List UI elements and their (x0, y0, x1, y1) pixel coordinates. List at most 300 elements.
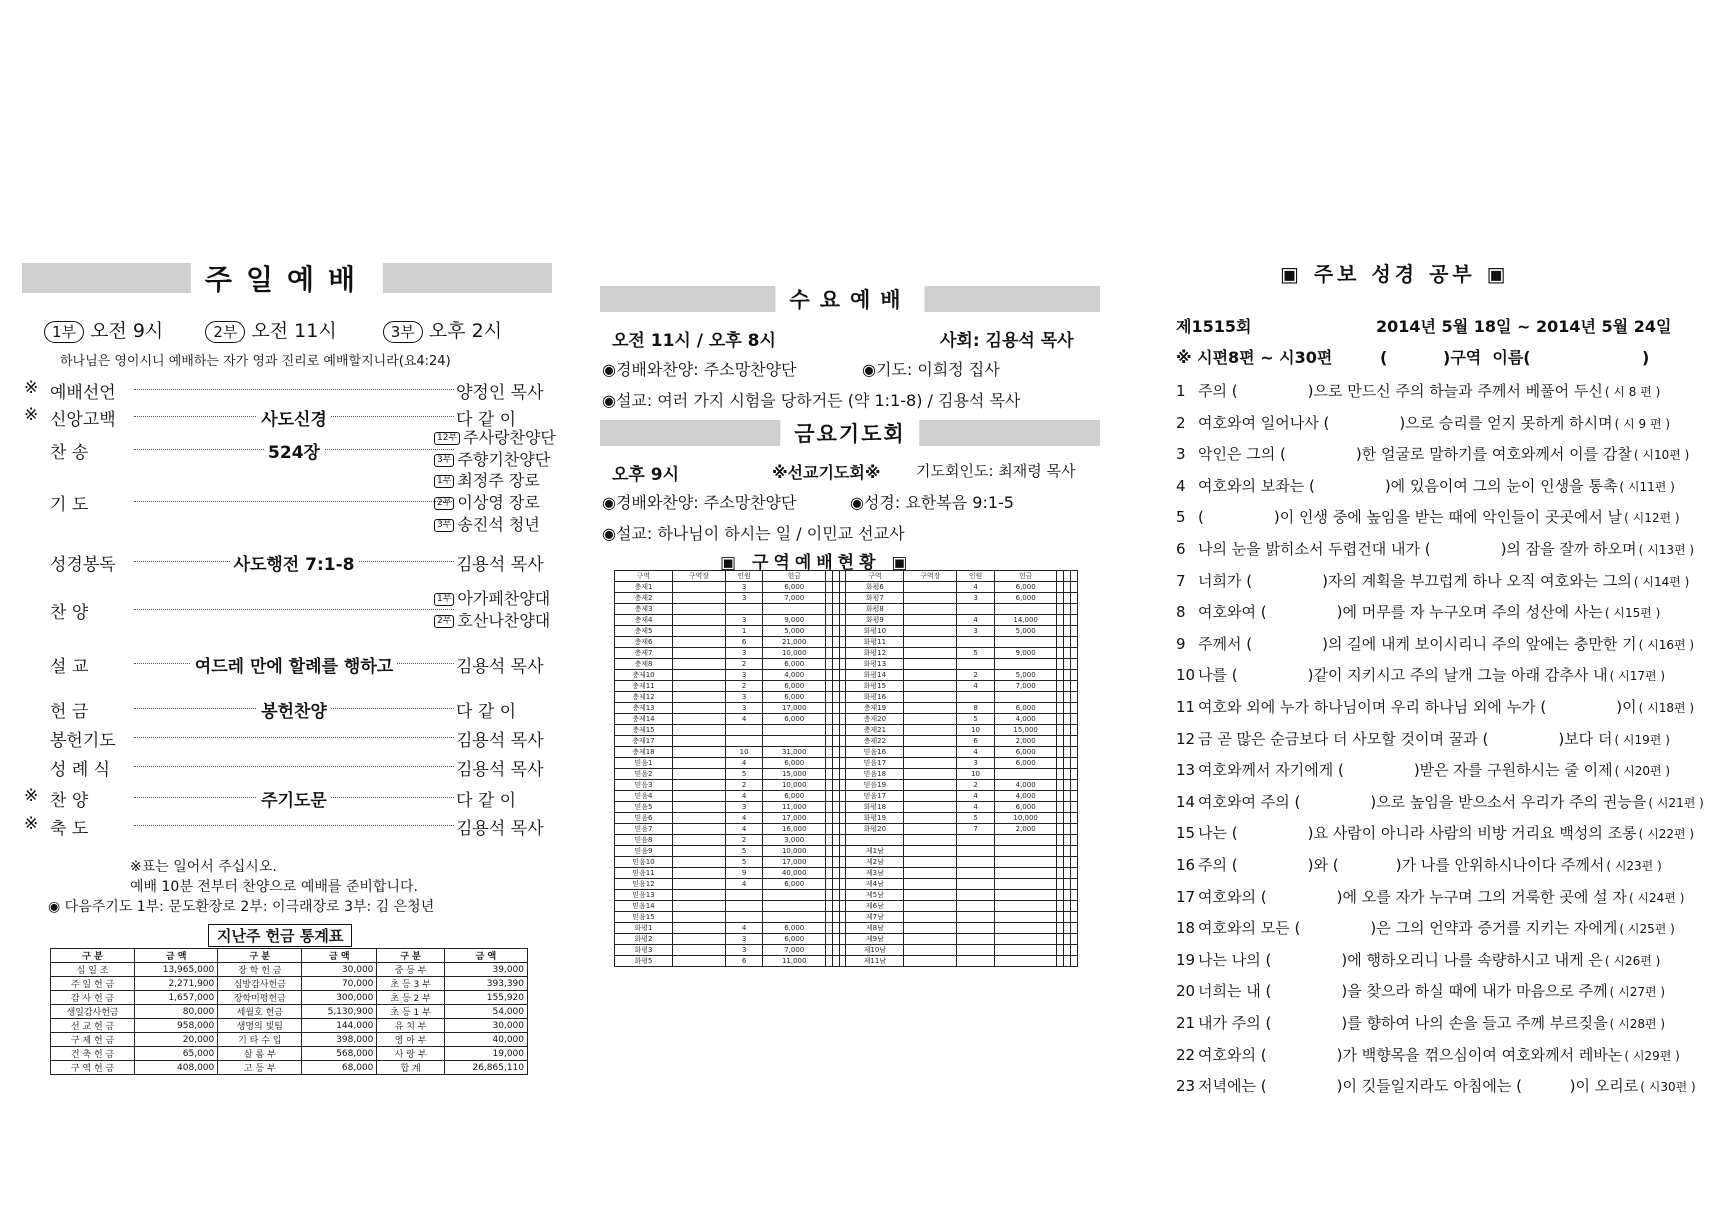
part-tag: 3부 (434, 454, 454, 467)
question-text-before: 저녁에는 ( (1198, 1077, 1267, 1096)
question-number: 6 (1176, 540, 1186, 558)
table-cell: 6,000 (763, 879, 826, 890)
table-cell (904, 725, 957, 736)
table-cell (672, 604, 725, 615)
table-cell (825, 659, 832, 670)
table-row (615, 681, 1078, 692)
question-number: 10 (1176, 666, 1196, 685)
table-cell: 제5남 (846, 890, 904, 901)
table-cell: 화평20 (846, 824, 904, 835)
order-label: 성 례 식 (50, 760, 111, 780)
table-cell (1071, 725, 1078, 736)
table-cell (1057, 923, 1064, 934)
table-cell (672, 901, 725, 912)
table-cell (832, 835, 839, 846)
table-cell (994, 692, 1057, 703)
table-cell: 믿음16 (846, 747, 904, 758)
table-row (615, 934, 1078, 945)
table-cell (904, 835, 957, 846)
table-cell (825, 824, 832, 835)
table-cell: 충제5 (615, 626, 673, 637)
table-cell: 10 (957, 725, 995, 736)
table-cell (672, 912, 725, 923)
table-cell (1071, 736, 1078, 747)
table-cell (1071, 637, 1078, 648)
study-question (1176, 443, 1689, 464)
table-cell (839, 648, 846, 659)
table-cell (1064, 835, 1071, 846)
wednesday-praise: ◉경배와찬양: 주소망찬양단 (602, 360, 797, 379)
table-cell (839, 769, 846, 780)
table-cell: 충제17 (615, 736, 673, 747)
table-row (615, 714, 1078, 725)
question-text-after: )이 (1616, 698, 1637, 716)
table-cell: 믿음8 (615, 835, 673, 846)
category-cell: 초 등 3 부 (377, 977, 444, 991)
order-label: 헌 금 (50, 702, 89, 722)
question-reference: ( 시16편 ) (1638, 637, 1695, 652)
table-cell (825, 593, 832, 604)
leader-name: 아가페찬양대 (457, 589, 551, 608)
table-cell (904, 681, 957, 692)
table-cell: 6,000 (763, 659, 826, 670)
table-cell (1057, 758, 1064, 769)
question-reference: ( 시14편 ) (1633, 574, 1690, 589)
order-row (22, 378, 562, 403)
table-cell: 충제19 (846, 703, 904, 714)
table-cell: 충제2 (615, 593, 673, 604)
table-cell (839, 890, 846, 901)
study-question (1176, 917, 1675, 938)
table-cell (957, 945, 995, 956)
table-cell: 2,000 (994, 736, 1057, 747)
amount-cell: 19,000 (444, 1047, 527, 1061)
question-text-before: 나의 눈을 밝히소서 두렵건대 내가 ( (1198, 540, 1431, 558)
question-text-after: )받은 자를 구원하시는 줄 이제 (1413, 761, 1613, 780)
table-cell: 6,000 (994, 747, 1057, 758)
table-cell (839, 846, 846, 857)
order-row (22, 726, 562, 751)
table-cell (994, 604, 1057, 615)
table-cell (1057, 846, 1064, 857)
table-row (51, 1005, 528, 1019)
table-cell (832, 703, 839, 714)
table-cell (763, 901, 826, 912)
order-item: 봉헌찬양 (257, 702, 331, 722)
question-reference: ( 시25편 ) (1619, 922, 1675, 937)
table-cell: 7,000 (994, 681, 1057, 692)
table-cell (1057, 670, 1064, 681)
study-question (1176, 759, 1670, 780)
table-cell (1057, 912, 1064, 923)
table-row (615, 956, 1078, 967)
table-cell: 5,000 (994, 670, 1057, 681)
part-tag: 12부 (434, 432, 460, 445)
table-cell (994, 637, 1057, 648)
table-cell: 16,000 (763, 824, 826, 835)
category-cell: 세월호 헌금 (218, 1005, 302, 1019)
question-text-after: )에 머무를 자 누구오며 주의 성산에 사는 (1336, 603, 1603, 622)
table-cell (832, 912, 839, 923)
question-number: 3 (1176, 445, 1186, 464)
table-cell (825, 890, 832, 901)
table-cell (832, 736, 839, 747)
table-cell: 7,000 (763, 945, 826, 956)
table-cell (957, 846, 995, 857)
table-cell (672, 703, 725, 714)
friday-title: 금요기도회 (780, 418, 919, 448)
amount-cell: 40,000 (444, 1033, 527, 1047)
category-cell: 사 랑 부 (377, 1047, 444, 1061)
table-cell (825, 681, 832, 692)
question-text-after: )가 백향목을 꺾으심이여 여호와께서 레바논 (1336, 1045, 1623, 1064)
table-cell (957, 692, 995, 703)
table-cell (904, 769, 957, 780)
table-row (615, 670, 1078, 681)
table-cell (1057, 835, 1064, 846)
question-text-before: 여호와여 ( (1198, 603, 1267, 622)
table-cell (832, 593, 839, 604)
category-cell: 생일감사헌금 (51, 1005, 135, 1019)
table-cell (1064, 912, 1071, 923)
table-cell: 5 (957, 648, 995, 659)
study-question (1176, 980, 1665, 1001)
table-row (51, 991, 528, 1005)
table-cell: 6,000 (994, 582, 1057, 593)
table-cell: 10,000 (994, 813, 1057, 824)
table-cell: 4 (957, 582, 995, 593)
table-cell: 6 (725, 637, 763, 648)
question-text-before: 여호와의 모든 ( (1198, 919, 1301, 938)
friday-leader: 기도회인도: 최재령 목사 (916, 462, 1076, 480)
leader-name: 호산나찬양대 (457, 611, 551, 630)
table-cell: 4 (725, 791, 763, 802)
table-cell (1057, 857, 1064, 868)
table-cell (832, 956, 839, 967)
table-cell (832, 648, 839, 659)
table-cell (1064, 868, 1071, 879)
table-cell (904, 758, 957, 769)
header-cell: 금 액 (135, 949, 218, 963)
table-cell (725, 604, 763, 615)
order-row (22, 550, 562, 575)
table-cell: 화평10 (846, 626, 904, 637)
table-cell (825, 945, 832, 956)
table-cell (904, 703, 957, 714)
service-1-tag: 1부 (44, 321, 84, 343)
question-text-after: )와 ( )가 나를 안위하시나이다 주께서 (1307, 856, 1605, 874)
study-question (1176, 886, 1684, 907)
table-cell (1057, 901, 1064, 912)
table-row (615, 725, 1078, 736)
table-cell (1057, 714, 1064, 725)
table-cell: 5 (725, 857, 763, 868)
table-cell: 믿음14 (615, 901, 673, 912)
question-text-before: 여호와의 ( (1198, 1045, 1267, 1064)
table-cell: 4 (957, 802, 995, 813)
table-cell (1064, 769, 1071, 780)
table-cell (825, 901, 832, 912)
order-leader: 다 같 이 (456, 702, 517, 722)
table-cell: 화평11 (846, 637, 904, 648)
table-cell: 화평2 (615, 934, 673, 945)
table-cell (957, 857, 995, 868)
table-cell: 믿음2 (615, 769, 673, 780)
order-label: 신앙고백 (50, 410, 116, 430)
table-row (615, 615, 1078, 626)
order-label: 예배선언 (50, 383, 116, 403)
part-tag: 1부 (434, 475, 454, 488)
table-cell (1064, 648, 1071, 659)
friday-scripture: ◉성경: 요한복음 9:1-5 (850, 493, 1014, 512)
table-cell (839, 835, 846, 846)
table-cell (904, 714, 957, 725)
table-cell (825, 758, 832, 769)
table-cell (825, 791, 832, 802)
table-cell (1057, 747, 1064, 758)
table-cell: 3 (957, 593, 995, 604)
order-label: 찬 양 (50, 791, 89, 811)
table-cell: 믿음9 (615, 846, 673, 857)
table-cell (825, 769, 832, 780)
table-cell: 40,000 (763, 868, 826, 879)
table-cell: 6,000 (763, 934, 826, 945)
study-question (1176, 633, 1694, 654)
table-cell (825, 956, 832, 967)
table-cell (1071, 890, 1078, 901)
question-text-before: 나를 ( (1198, 666, 1238, 685)
order-leader: 김용석 목사 (456, 657, 544, 677)
table-cell: 7 (957, 824, 995, 835)
table-cell (1071, 747, 1078, 758)
question-reference: ( 시13편 ) (1638, 543, 1695, 557)
table-cell: 5 (725, 846, 763, 857)
question-text-after: )을 찾으라 하실 때에 내가 마음으로 주께 (1341, 982, 1608, 1001)
table-cell (904, 813, 957, 824)
table-cell (904, 692, 957, 703)
table-cell (994, 846, 1057, 857)
table-cell: 화평19 (846, 813, 904, 824)
table-cell: 6,000 (763, 923, 826, 934)
question-text-before: 주께서 ( (1198, 634, 1253, 653)
table-row (615, 780, 1078, 791)
table-cell (672, 670, 725, 681)
stand-mark: ※ (24, 405, 39, 425)
table-cell (994, 879, 1057, 890)
table-cell (904, 626, 957, 637)
amount-cell: 300,000 (302, 991, 377, 1005)
table-cell (1064, 725, 1071, 736)
table-cell (994, 769, 1057, 780)
table-cell (839, 857, 846, 868)
table-cell (825, 923, 832, 934)
order-item: 사도신경 (257, 410, 331, 430)
table-cell (1057, 736, 1064, 747)
table-cell (994, 923, 1057, 934)
table-cell (839, 813, 846, 824)
table-cell (672, 846, 725, 857)
study-question (1176, 475, 1675, 496)
table-cell (994, 857, 1057, 868)
category-cell: 초 등 2 부 (377, 991, 444, 1005)
amount-cell: 54,000 (444, 1005, 527, 1019)
table-cell (832, 692, 839, 703)
table-cell (839, 879, 846, 890)
table-cell: 4 (725, 923, 763, 934)
dotted-leader (134, 501, 454, 502)
question-text-after: )를 향하여 나의 손을 들고 주께 부르짖을 (1341, 1014, 1608, 1032)
service-2-time: 오전 11시 (251, 320, 337, 342)
table-cell: 4 (725, 824, 763, 835)
table-cell (1057, 813, 1064, 824)
table-cell: 2 (725, 835, 763, 846)
table-cell (839, 604, 846, 615)
table-cell: 제4남 (846, 879, 904, 890)
table-cell: 믿음17 (846, 758, 904, 769)
stand-mark: ※ (24, 814, 39, 834)
question-text-after: )의 잠을 잘까 하오며 (1500, 540, 1637, 558)
table-row (615, 945, 1078, 956)
category-cell: 합 계 (377, 1061, 444, 1075)
table-cell (904, 945, 957, 956)
table-cell (1057, 692, 1064, 703)
table-cell (763, 725, 826, 736)
question-number: 7 (1176, 571, 1186, 590)
table-cell (725, 725, 763, 736)
table-cell (672, 791, 725, 802)
question-text-before: 악인은 그의 ( (1198, 445, 1286, 464)
table-cell (1057, 604, 1064, 615)
order-row (22, 786, 562, 811)
table-cell: 11,000 (763, 956, 826, 967)
table-cell (904, 934, 957, 945)
table-cell (957, 868, 995, 879)
table-row (51, 1019, 528, 1033)
question-number: 23 (1176, 1077, 1196, 1096)
question-text-after: )의 길에 내게 보이시리니 주의 앞에는 충만한 기 (1322, 634, 1637, 653)
table-cell: 화평16 (846, 692, 904, 703)
table-cell: 4 (957, 747, 995, 758)
order-leader: 김용석 목사 (456, 555, 544, 575)
question-reference: ( 시28편 ) (1609, 1017, 1666, 1031)
table-cell (1057, 615, 1064, 626)
table-cell (672, 890, 725, 901)
stand-note: ※표는 일어서 주십시오. (130, 859, 277, 875)
study-question (1176, 664, 1665, 685)
table-cell (832, 901, 839, 912)
table-cell (1057, 868, 1064, 879)
header-cell: 금 액 (302, 949, 377, 963)
amount-cell: 2,271,900 (135, 977, 218, 991)
table-cell (1071, 802, 1078, 813)
table-cell (1071, 835, 1078, 846)
dotted-leader (134, 737, 454, 738)
study-question (1176, 570, 1689, 591)
table-cell: 17,000 (763, 857, 826, 868)
table-cell (1064, 923, 1071, 934)
table-cell: 화평14 (846, 670, 904, 681)
category-cell: 장 학 헌 금 (218, 963, 302, 977)
table-cell: 4,000 (994, 714, 1057, 725)
study-question (1176, 696, 1694, 717)
study-question (1176, 1075, 1696, 1096)
table-cell (904, 857, 957, 868)
table-cell: 화평7 (846, 593, 904, 604)
table-cell (1064, 582, 1071, 593)
table-cell (825, 879, 832, 890)
table-row (615, 758, 1078, 769)
question-reference: ( 시22편 ) (1638, 827, 1695, 842)
table-cell (904, 582, 957, 593)
offering-table (50, 948, 528, 1075)
question-reference: ( 시 8 편 ) (1604, 385, 1661, 399)
study-question (1176, 380, 1660, 401)
table-cell (904, 593, 957, 604)
header-cell: 금 액 (444, 949, 527, 963)
order-item: 사도행전 7:1-8 (230, 555, 359, 575)
table-cell (832, 824, 839, 835)
question-reference: ( 시24편 ) (1628, 890, 1685, 905)
table-cell (1071, 901, 1078, 912)
table-cell: 충제20 (846, 714, 904, 725)
table-cell (672, 736, 725, 747)
amount-cell: 20,000 (135, 1033, 218, 1047)
table-cell (839, 934, 846, 945)
table-cell (672, 923, 725, 934)
table-cell (1064, 780, 1071, 791)
table-cell (672, 956, 725, 967)
question-reference: ( 시18편 ) (1638, 701, 1695, 715)
table-cell: 4 (957, 791, 995, 802)
table-cell (957, 637, 995, 648)
table-cell (825, 703, 832, 714)
question-reference: ( 시30편 ) (1640, 1080, 1696, 1095)
service-times (44, 316, 564, 343)
table-cell: 믿음15 (615, 912, 673, 923)
category-cell: 살 롬 부 (218, 1047, 302, 1061)
header-cell (825, 571, 832, 582)
table-cell (1071, 703, 1078, 714)
table-cell (1057, 769, 1064, 780)
table-row (615, 824, 1078, 835)
table-cell: 제10남 (846, 945, 904, 956)
amount-cell: 144,000 (302, 1019, 377, 1033)
study-question (1176, 601, 1660, 622)
table-cell (1064, 846, 1071, 857)
category-cell: 유 치 부 (377, 1019, 444, 1033)
table-cell (1064, 637, 1071, 648)
table-cell: 10,000 (763, 846, 826, 857)
table-cell: 6,000 (994, 593, 1057, 604)
category-cell: 심방감사헌금 (218, 977, 302, 991)
table-cell (825, 780, 832, 791)
study-question (1176, 728, 1670, 749)
leader-name: 주사랑찬양단 (463, 428, 556, 447)
table-cell (672, 582, 725, 593)
table-cell (832, 857, 839, 868)
question-text-after: )요 사람이 아니라 사람의 비방 거리요 백성의 조롱 (1307, 824, 1637, 843)
question-number: 4 (1176, 476, 1186, 495)
wednesday-title: 수요예배 (775, 284, 924, 314)
table-row (615, 802, 1078, 813)
table-row (615, 593, 1078, 604)
table-cell: 5 (725, 769, 763, 780)
question-number: 13 (1176, 761, 1196, 780)
table-cell (904, 824, 957, 835)
table-cell (957, 835, 995, 846)
table-cell (1057, 934, 1064, 945)
table-row (615, 736, 1078, 747)
